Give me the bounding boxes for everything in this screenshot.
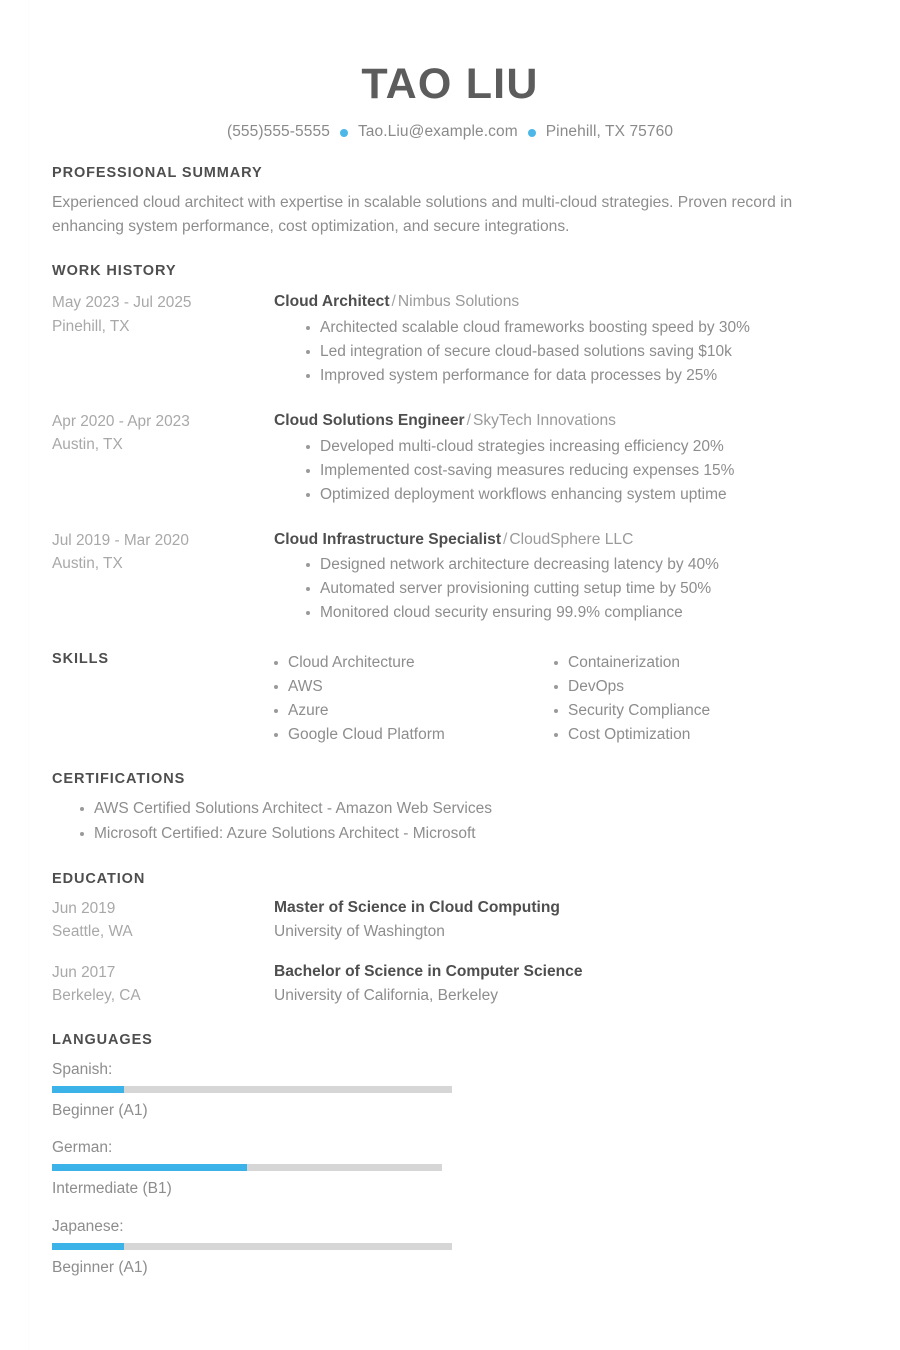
work-entry-separator: / bbox=[466, 412, 471, 430]
work-entry-company: Nimbus Solutions bbox=[397, 293, 520, 311]
section-title-work-history: WORK HISTORY bbox=[52, 263, 177, 280]
section-title-education: EDUCATION bbox=[52, 871, 146, 888]
resume-header bbox=[0, 0, 900, 141]
skills-label-col bbox=[52, 651, 274, 747]
work-entry-bullets bbox=[274, 316, 848, 388]
skills-column-2 bbox=[554, 651, 834, 747]
skill-item: Security Compliance bbox=[554, 699, 834, 723]
language-name: Spanish: bbox=[52, 1060, 113, 1078]
work-entry-title: Cloud Solutions Engineer bbox=[274, 412, 465, 430]
section-certifications bbox=[52, 771, 848, 847]
work-entry-title: Cloud Architect bbox=[274, 293, 390, 311]
skill-item: Google Cloud Platform bbox=[274, 723, 554, 747]
section-title-certifications: CERTIFICATIONS bbox=[52, 771, 186, 788]
section-languages bbox=[52, 1032, 848, 1294]
skill-item: DevOps bbox=[554, 675, 834, 699]
language-proficiency-track bbox=[52, 1164, 442, 1171]
section-title-skills: SKILLS bbox=[52, 651, 109, 668]
work-bullet: Automated server provisioning cutting setup time by 50% bbox=[306, 577, 848, 601]
work-bullet: Architected scalable cloud frameworks boosting speed by 30% bbox=[306, 316, 848, 340]
work-entry-location: Pinehill, TX bbox=[52, 317, 130, 335]
work-entry-heading bbox=[274, 529, 848, 552]
work-entry-dates: Jul 2019 - Mar 2020 bbox=[52, 531, 189, 549]
work-entry bbox=[52, 410, 848, 507]
section-professional-summary bbox=[52, 165, 848, 239]
skill-item: Azure bbox=[274, 699, 554, 723]
skills-columns bbox=[274, 651, 848, 747]
language-item bbox=[52, 1215, 452, 1280]
work-entry bbox=[52, 529, 848, 626]
skill-item: AWS bbox=[274, 675, 554, 699]
resume-body bbox=[0, 165, 900, 1293]
section-title-summary: PROFESSIONAL SUMMARY bbox=[52, 165, 263, 182]
language-proficiency-track bbox=[52, 1086, 452, 1093]
work-bullet: Monitored cloud security ensuring 99.9% compliance bbox=[306, 601, 848, 625]
language-name: German: bbox=[52, 1139, 113, 1157]
skill-item: Containerization bbox=[554, 651, 834, 675]
language-level: Beginner (A1) bbox=[52, 1258, 148, 1276]
page-left-rule bbox=[28, 0, 29, 1350]
work-entry-company: CloudSphere LLC bbox=[509, 530, 634, 548]
education-degree: Master of Science in Cloud Computing bbox=[274, 899, 560, 917]
work-bullet: Developed multi-cloud strategies increasing efficiency 20% bbox=[306, 435, 848, 459]
education-entry-location: Berkeley, CA bbox=[52, 987, 141, 1005]
certification-item: AWS Certified Solutions Architect - Amazon Web Services bbox=[80, 797, 848, 822]
phone-text: (555)555-5555 bbox=[226, 123, 330, 141]
work-entry-meta bbox=[52, 291, 274, 388]
work-bullet: Optimized deployment workflows enhancing system uptime bbox=[306, 483, 848, 507]
certification-item: Microsoft Certified: Azure Solutions Architect - Microsoft bbox=[80, 822, 848, 847]
language-level: Intermediate (B1) bbox=[52, 1180, 172, 1198]
language-proficiency-track bbox=[52, 1243, 452, 1250]
work-entry-bullets bbox=[274, 553, 848, 625]
section-education bbox=[52, 871, 848, 1007]
education-entry-meta bbox=[52, 897, 274, 943]
work-entry-location: Austin, TX bbox=[52, 554, 123, 572]
skill-item: Cost Optimization bbox=[554, 723, 834, 747]
work-bullet: Improved system performance for data processes by 25% bbox=[306, 364, 848, 388]
education-entry-detail bbox=[274, 961, 848, 1007]
work-bullet: Designed network architecture decreasing latency by 40% bbox=[306, 553, 848, 577]
section-skills bbox=[52, 651, 848, 747]
education-school: University of California, Berkeley bbox=[274, 986, 498, 1004]
education-entry-date: Jun 2019 bbox=[52, 900, 116, 918]
skills-list bbox=[554, 651, 834, 747]
work-entry-detail bbox=[274, 291, 848, 388]
language-proficiency-fill bbox=[52, 1164, 247, 1171]
education-school: University of Washington bbox=[274, 922, 445, 940]
language-level: Beginner (A1) bbox=[52, 1101, 148, 1119]
work-entry-title: Cloud Infrastructure Specialist bbox=[274, 530, 502, 548]
work-entry-meta bbox=[52, 410, 274, 507]
language-proficiency-fill bbox=[52, 1086, 124, 1093]
work-entry-dates: Apr 2020 - Apr 2023 bbox=[52, 413, 190, 431]
education-entry-location: Seattle, WA bbox=[52, 923, 133, 941]
language-proficiency-fill bbox=[52, 1243, 124, 1250]
language-item bbox=[52, 1058, 452, 1123]
work-entry-separator: / bbox=[503, 530, 508, 548]
skills-column-1 bbox=[274, 651, 554, 747]
work-entry-bullets bbox=[274, 435, 848, 507]
education-degree: Bachelor of Science in Computer Science bbox=[274, 963, 583, 981]
work-entry-heading bbox=[274, 410, 848, 433]
work-entry-dates: May 2023 - Jul 2025 bbox=[52, 294, 192, 312]
work-entry-meta bbox=[52, 529, 274, 626]
work-entry-company: SkyTech Innovations bbox=[472, 412, 616, 430]
language-item bbox=[52, 1136, 442, 1201]
education-entry-meta bbox=[52, 961, 274, 1007]
separator-dot-icon bbox=[340, 129, 348, 137]
summary-text: Experienced cloud architect with expertise in scalable solutions and multi-cloud strategies. Proven record in enhancing system performance, cost optimization, and secure integrations. bbox=[52, 194, 793, 236]
email-text: Tao.Liu@example.com bbox=[357, 123, 518, 141]
education-entry-detail bbox=[274, 897, 848, 943]
skills-list bbox=[274, 651, 554, 747]
section-title-languages: LANGUAGES bbox=[52, 1031, 153, 1048]
language-name: Japanese: bbox=[52, 1217, 124, 1235]
work-bullet: Implemented cost-saving measures reducing expenses 15% bbox=[306, 459, 848, 483]
education-entry bbox=[52, 897, 848, 943]
work-entry bbox=[52, 291, 848, 388]
candidate-name: TAO LIU bbox=[361, 60, 539, 108]
work-entry-separator: / bbox=[391, 293, 396, 311]
contact-line bbox=[0, 123, 900, 141]
certifications-list bbox=[52, 797, 848, 847]
work-entry-location: Austin, TX bbox=[52, 436, 123, 454]
work-entry-detail bbox=[274, 529, 848, 626]
location-text: Pinehill, TX 75760 bbox=[545, 123, 674, 141]
work-bullet: Led integration of secure cloud-based solutions saving $10k bbox=[306, 340, 848, 364]
skill-item: Cloud Architecture bbox=[274, 651, 554, 675]
work-entry-heading bbox=[274, 291, 848, 314]
education-entry bbox=[52, 961, 848, 1007]
education-entry-date: Jun 2017 bbox=[52, 964, 116, 982]
work-entry-detail bbox=[274, 410, 848, 507]
section-work-history bbox=[52, 263, 848, 625]
languages-grid bbox=[52, 1058, 848, 1294]
separator-dot-icon bbox=[528, 129, 536, 137]
